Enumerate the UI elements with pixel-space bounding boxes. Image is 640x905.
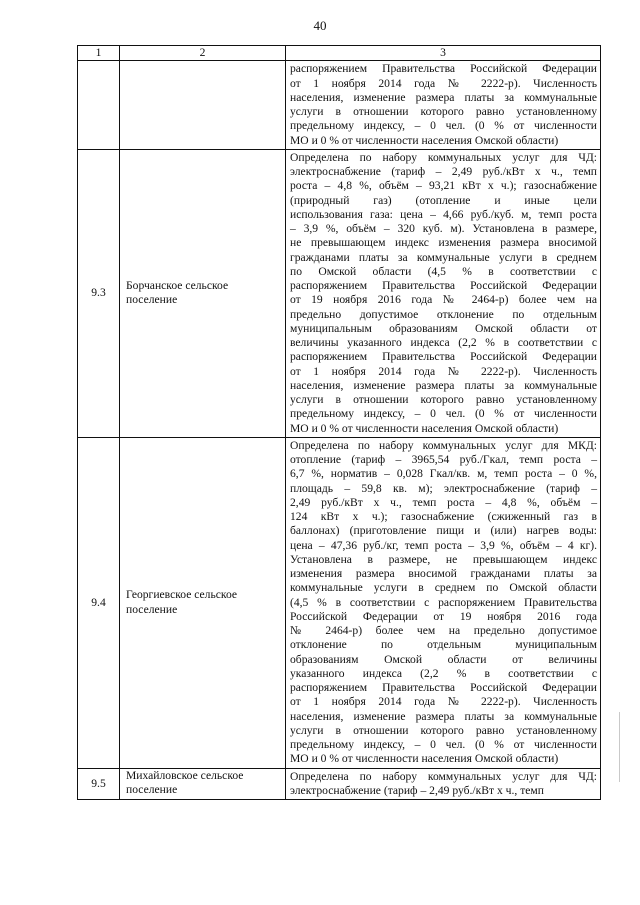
text-line: баллонах) (приготовление пищи и (или) нагрев воды:	[290, 524, 597, 538]
text-line: Российской Федерации от 19 ноября 2016 года	[290, 609, 597, 623]
text-line: МО и 0 % от численности населения Омской области)	[290, 133, 559, 147]
text-line: Определена по набору коммунальных услуг для ЧД:	[290, 150, 597, 164]
scan-margin-mark	[619, 712, 620, 782]
table-header-row	[78, 46, 601, 61]
column-header-3: 3	[286, 46, 601, 61]
text-line: 2,49 руб./кВт х ч., темп роста – 4,8 %, объём –	[290, 495, 597, 509]
text-line: 6,7 %, норматив – 0,028 Гкал/кв. м, темп роста – 0 %,	[290, 467, 597, 481]
tariff-table	[77, 45, 601, 800]
text-line: (природный газ) (отопление и иные цели	[290, 193, 597, 207]
text-line: отопление (тариф – 3965,54 руб./Гкал, темп роста –	[290, 453, 597, 466]
table-row	[78, 768, 601, 800]
text-line: не превышающем индекс изменения размера вносимой	[290, 236, 597, 250]
text-line: МО и 0 % от численности населения Омской области)	[290, 421, 559, 435]
text-line: Определена по набору коммунальных услуг для ЧД:	[290, 769, 597, 783]
description-cell	[286, 437, 601, 768]
text-line: цена – 47,36 руб./кг, темп роста – 3,9 %, объём – 4 кг).	[290, 538, 597, 552]
text-line: – 3,9 %, объём – 320 куб. м). Установлена в размере,	[290, 222, 597, 235]
text-line: 124 кВт х ч.); газоснабжение (сжиженный газ в	[290, 510, 597, 523]
text-line: (4,5 % в соответствии с распоряжением Правительства	[290, 595, 597, 609]
text-line: площадь – 59,8 кв. м); электроснабжение (тариф –	[290, 481, 597, 495]
text-line: по Омской области (4,5 % в соответствии с	[290, 264, 597, 278]
text-line: от 1 ноября 2014 года № 2222-р). Численность	[290, 364, 597, 378]
row-number: 9.4	[78, 437, 120, 768]
table-row	[78, 149, 601, 437]
text-line: Определена по набору коммунальных услуг для МКД:	[290, 438, 597, 452]
column-header-1: 1	[78, 46, 120, 61]
text-line: использования газа: цена – 4,66 руб./куб. м, темп роста	[290, 207, 597, 221]
text-line: предельному индексу, – 0 чел. (0 % от численности	[290, 738, 597, 751]
settlement-name	[120, 61, 286, 150]
table-row	[78, 61, 601, 150]
text-line: предельному индексу, – 0 чел. (0 % от численности	[290, 407, 597, 421]
table-row	[78, 437, 601, 768]
text-line: от 1 ноября 2014 года № 2222-р). Численность	[290, 76, 597, 90]
text-line: населения, изменение размера платы за коммунальные	[290, 378, 597, 392]
text-line: электроснабжение (тариф – 2,49 руб./кВт х ч., темп	[290, 783, 544, 797]
text-line: роста – 4,8 %, объём – 93,21 кВт х ч.); газоснабжение	[290, 179, 597, 193]
text-line: коммунальные услуги в среднем по Омской области	[290, 581, 597, 595]
text-line: населения, изменение размера платы за коммунальные	[290, 90, 597, 104]
description-cell	[286, 149, 601, 437]
description-cell	[286, 61, 601, 150]
column-header-2: 2	[120, 46, 286, 61]
text-line: населения, изменение размера платы за коммунальные	[290, 709, 597, 723]
text-line: МО и 0 % от численности населения Омской области)	[290, 752, 559, 766]
settlement-name: Георгиевское сельское поселение	[120, 437, 286, 768]
text-line: предельно допустимое отклонение по отдельным	[290, 307, 597, 321]
text-line: распоряжением Правительства Российской Федерации	[290, 350, 597, 364]
text-line: указанного индекса (2,2 % в соответствии с	[290, 666, 597, 680]
text-line: распоряжением Правительства Российской Федерации	[290, 62, 597, 76]
description-cell	[286, 768, 601, 800]
text-line: услуги в отношении которого равно установленному	[290, 393, 597, 406]
text-line: изменения размера вносимой гражданами платы за	[290, 567, 597, 580]
settlement-name: Михайловское сельское поселение	[120, 768, 286, 800]
text-line: муниципальным образованиям Омской области от	[290, 321, 597, 335]
page-number: 40	[313, 18, 327, 33]
text-line: Установлена в размере, не превышающем индекс	[290, 552, 597, 566]
settlement-name: Борчанское сельское поселение	[120, 149, 286, 437]
text-line: распоряжением Правительства Российской Федерации	[290, 681, 597, 694]
row-number: 9.5	[78, 768, 120, 800]
text-line: от 1 ноября 2014 года № 2222-р). Численность	[290, 695, 597, 709]
text-line: услуги в отношении которого равно установленному	[290, 105, 597, 118]
text-line: услуги в отношении которого равно установленному	[290, 723, 597, 737]
text-line: от 19 ноября 2016 года № 2464-р) более чем на	[290, 293, 597, 307]
text-line: распоряжением Правительства Российской Федерации	[290, 279, 597, 292]
text-line: образованиям Омской области от величины	[290, 652, 597, 666]
row-number	[78, 61, 120, 150]
text-line: гражданами платы за коммунальные услуги в среднем	[290, 250, 597, 264]
text-line: предельному индексу, – 0 чел. (0 % от численности	[290, 119, 597, 133]
text-line: электроснабжение (тариф – 2,49 руб./кВт х ч., темп	[290, 165, 597, 178]
text-line: отклонение по отдельным муниципальным	[290, 638, 597, 652]
row-number: 9.3	[78, 149, 120, 437]
text-line: величины указанного индекса (2,2 % в соответствии с	[290, 336, 597, 349]
text-line: № 2464-р) более чем на предельно допустимое	[290, 624, 597, 637]
